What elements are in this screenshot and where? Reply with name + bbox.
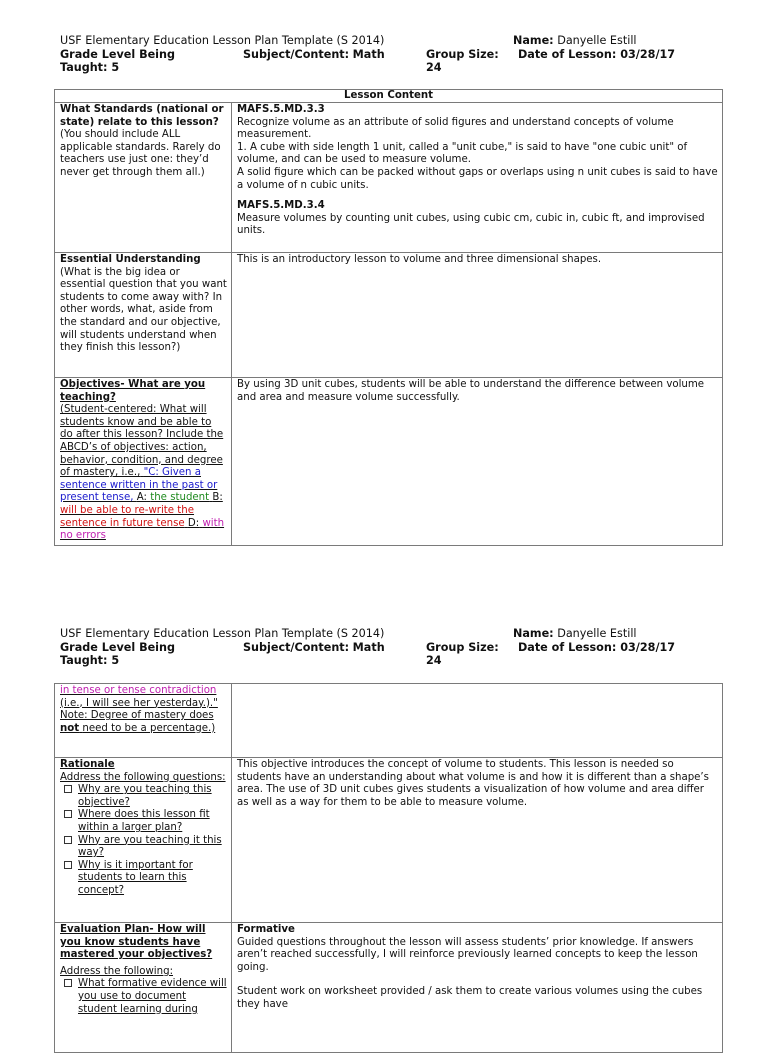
objective-audience: the student — [150, 492, 210, 504]
evaluation-intro: Address the following: — [60, 965, 173, 977]
checkbox-icon — [64, 810, 72, 818]
checkbox-icon — [64, 785, 72, 793]
rationale-intro: Address the following questions: — [60, 771, 226, 783]
rationale-label: Rationale — [60, 759, 115, 770]
subject-label: Subject/Content: — [243, 48, 350, 61]
checkbox-icon — [64, 861, 72, 869]
evaluation-question: What formative evidence will you use to document student learning during — [60, 978, 227, 1016]
rationale-content: This objective introduces the concept of volume to students. This lesson is needed so students have an understanding about what volume is and how it is different than a shape’s area. The use of 3D unit cubes gives students a visualization of how volume and area differ as well as a way for them to be able to measure volume. — [232, 758, 723, 923]
std1-item1: 1. A cube with side length 1 unit, called a "unit cube," is said to have "one cubic unit" of volume, and can be used to measure volume. — [237, 141, 688, 166]
date-label: Date of — [518, 641, 565, 654]
objectives-continued-cell — [55, 684, 232, 758]
standards-note: (You should include ALL applicable standards. Rarely do teachers use just one: they’d never get through them all.) — [60, 129, 221, 178]
essential-note: (What is the big idea or essential question that you want students to come away with? In other words, what, aside from the standard and our objective, will students understand when they finish this lesson?) — [60, 266, 227, 354]
grade-label-2: Taught: 5 — [60, 654, 120, 667]
lesson-plan-table-continued — [54, 683, 723, 1053]
evaluation-questions — [60, 978, 227, 1016]
evaluation-content-cell — [232, 923, 723, 1053]
date-value: 03/28/17 — [620, 48, 676, 61]
objective-condition: "C: Given a sentence written in the past or present tense, — [60, 467, 218, 504]
formative-label: Formative — [237, 924, 295, 935]
essential-label: Essential Understanding — [60, 254, 201, 265]
name-value: Danyelle Estill — [557, 627, 637, 640]
objectives-label: Objectives- What are you teaching? — [60, 379, 206, 403]
objectives-continued-content — [232, 684, 723, 758]
page2-header — [60, 628, 720, 668]
objectives-label-cell — [55, 378, 232, 546]
grade-label: Grade Level Being — [60, 641, 175, 654]
lesson-content-table — [54, 89, 723, 546]
name-value: Danyelle Estill — [557, 34, 637, 47]
group-label: Group Size: — [426, 48, 499, 61]
page1-header — [60, 35, 720, 75]
objectives-content: By using 3D unit cubes, students will be able to understand the difference between volume and area and measure volume successfully. — [232, 378, 723, 546]
name-label: Name: — [513, 34, 554, 47]
objective-behavior: will be able to re-write the sentence in future tense — [60, 504, 195, 529]
std2-text: Measure volumes by counting unit cubes, using cubic cm, cubic in, cubic ft, and improvised units. — [237, 212, 705, 237]
objective-degree: with no errors — [60, 517, 225, 542]
std2-code: MAFS.5.MD.3.4 — [237, 200, 325, 212]
checkbox-icon — [64, 836, 72, 844]
date-label-2: Lesson: — [568, 48, 617, 61]
objectives-note: (Student-centered: What will students know and be able to do after this lesson? Include the ABCD’s of objectives: action, behavior, condition, and degree of mastery, i.e., "C: Given a sentence written in the past or present tense, A: the student B: will be able to re-write the sentence in future tense D: with no errors — [60, 404, 225, 542]
formative-text-2: Student work on worksheet provided / ask them to create various volumes using the cubes they have — [237, 986, 703, 1010]
grade-label: Grade Level Being — [60, 48, 175, 61]
template-title: USF Elementary Education Lesson Plan Template (S 2014) — [60, 34, 385, 47]
formative-text-1: Guided questions throughout the lesson will assess students’ prior knowledge. If answers aren’t reached successfully, I will reinforce previously learned concepts to keep the lesson going. — [237, 936, 698, 973]
template-title: USF Elementary Education Lesson Plan Template (S 2014) — [60, 627, 385, 640]
evaluation-label: Evaluation Plan- How will you know students have mastered your objectives? — [60, 924, 213, 961]
essential-label-cell — [55, 253, 232, 378]
subject-value: Math — [352, 48, 385, 61]
group-value: 24 — [426, 654, 442, 667]
standards-label: What Standards (national or state) relate to this lesson? — [60, 104, 224, 128]
rationale-label-cell — [55, 758, 232, 923]
subject-value: Math — [352, 641, 385, 654]
standards-label-cell — [55, 103, 232, 253]
objectives-continued: in tense or tense contradiction (i.e., I will see her yesterday.)." Note: Degree of mastery does not need to be a percentage.) — [60, 685, 218, 734]
standards-content-cell — [232, 103, 723, 253]
std1-code: MAFS.5.MD.3.3 — [237, 104, 325, 115]
checkbox-icon — [64, 979, 72, 987]
rationale-question: Why is it important for students to learn this concept? — [60, 860, 227, 898]
rationale-question: Where does this lesson fit within a larger plan? — [60, 809, 227, 834]
rationale-question: Why are you teaching this objective? — [60, 784, 227, 809]
subject-label: Subject/Content: — [243, 641, 350, 654]
date-value: 03/28/17 — [620, 641, 676, 654]
name-label: Name: — [513, 627, 554, 640]
lesson-content-title: Lesson Content — [55, 90, 723, 103]
std1-text: Recognize volume as an attribute of solid figures and understand concepts of volume measurement. — [237, 116, 674, 141]
grade-label-2: Taught: 5 — [60, 61, 120, 74]
rationale-questions — [60, 784, 227, 897]
rationale-question: Why are you teaching it this way? — [60, 835, 227, 860]
essential-content: This is an introductory lesson to volume and three dimensional shapes. — [232, 253, 723, 378]
group-value: 24 — [426, 61, 442, 74]
date-label-2: Lesson: — [568, 641, 617, 654]
group-label: Group Size: — [426, 641, 499, 654]
evaluation-label-cell — [55, 923, 232, 1053]
std1-item2: A solid figure which can be packed without gaps or overlaps using n unit cubes is said to have a volume of n cubic units. — [237, 166, 718, 191]
date-label: Date of — [518, 48, 565, 61]
